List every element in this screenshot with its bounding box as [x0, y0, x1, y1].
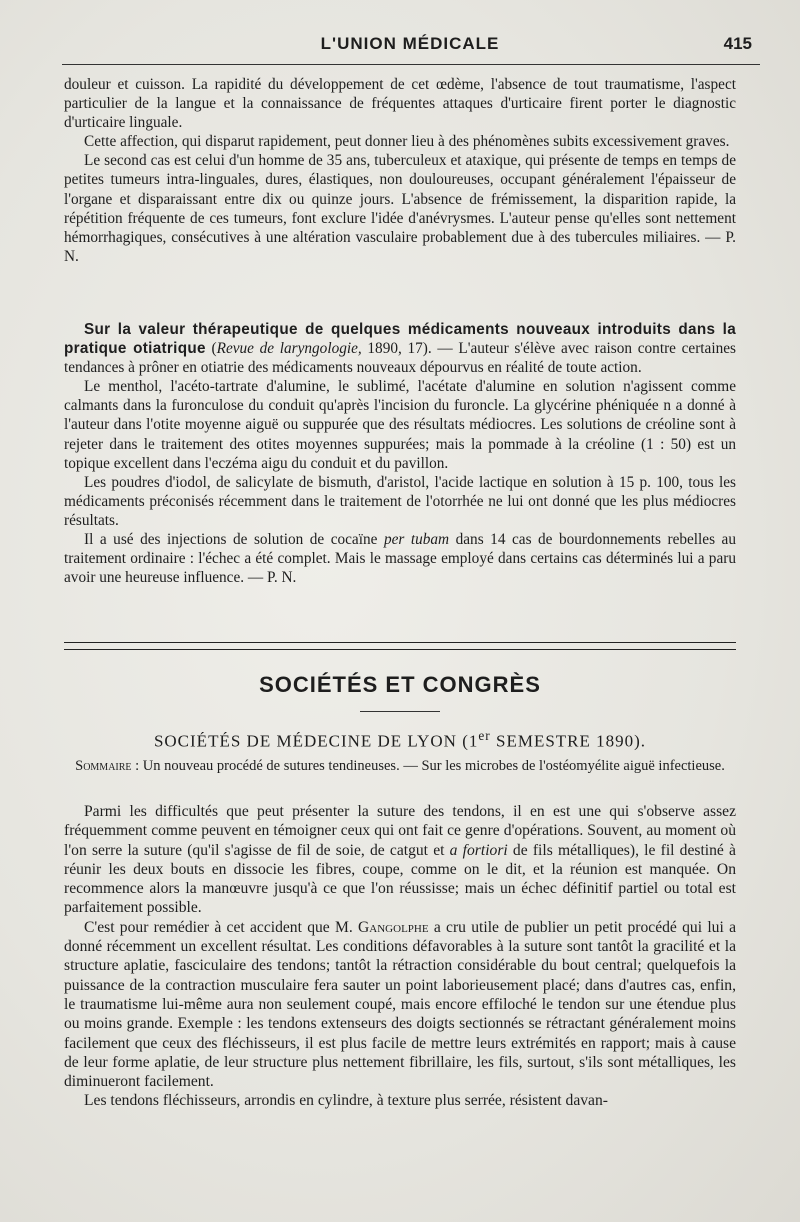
sommaire-label: Sommaire [75, 758, 132, 774]
italic-term: per tubam [383, 531, 450, 549]
text-run: C'est pour remédier à cet accident que M. [84, 918, 359, 936]
paragraph [64, 918, 736, 1092]
paragraph: douleur et cuisson. La rapidité du développement de cet œdème, l'absence de tout traumatisme, l'aspect particulier de la langue et la connaissance de fréquentes attaques d'urticaire firent porter le diagnostic d'urticaire linguale. [64, 76, 736, 132]
author-name: Gangolphe [358, 918, 429, 936]
superscript: er [478, 728, 491, 743]
paragraph [64, 802, 736, 918]
article-lead-paragraph: Sur la valeur thérapeutique de quelques médicaments nouveaux introduits dans la pratique otiatrique (Revue de laryngologie, 1890, 17). — L'auteur s'élève avec raison contre certaines tendances à prôner en otiatrie des médicaments nouveaux dépourvus en réalité de toute action. [64, 321, 736, 377]
article-urticaire [64, 75, 736, 266]
section-divider [64, 642, 736, 650]
paragraph [64, 530, 736, 587]
text-run: dans 14 cas de bourdonnements rebelles au traitement ordinaire : l'échec a été complet. Mais le massage employé dans certains cas déterminés lui a paru avoir une heureuse influence. — P. N. [64, 531, 736, 587]
text-run: a cru utile de publier un petit procédé qui lui a donné récemment un excellent résultat. Les conditions défavorables à la suture sont tantôt la gracilité et la structure aplatie, fasciculaire des tendons; tantôt la rétraction considérable du bout central; quelquefois la puissance de la contraction musculaire fera sauter un point laborieusement placé; dans d'autres cas, enfin, le traumatisme lui-même aura non seulement coupé, mais encore effiloché le tendon sur une étendue plus ou moins grande. Exemple : les tendons extenseurs des doigts sectionnés se rétractant généralement moins facilement que ceux des fléchisseurs, il est plus facile de mettre leurs extrémités en rapport; mais à cause de leur forme aplatie, de leur structure plus nettement fibrillaire, les fils, surtout, s'ils sont métalliques, les diminueront facilement. [64, 918, 736, 1091]
paragraph: Le menthol, l'acéto-tartrate d'alumine, le sublimé, l'acétate d'alumine en solution n'agissent comme calmants dans la furonculose du conduit qu'après l'incision du furoncle. La glycérine phéniquée n a donné à l'auteur dans l'otite moyenne aiguë ou suppurée que des résultats médiocres. Les solutions de créoline sont à rejeter dans le traitement des otites moyennes suppurées; mais la pommade à la créoline (1 : 50) est un topique excellent dans l'eczéma aigu du conduit et du pavillon. [64, 378, 736, 472]
article-lead-text: 1890, 17). — L'auteur s'élève avec raison contre certaines tendances à prôner en otiatrie des médicaments nouveaux dépourvus en réalité de toute action. [64, 340, 736, 377]
text-run: de fils métalliques), le fil destiné à réunir les deux bouts en dissocie les fibres, coupe, comme on le dit, et la réunion est manquée. On recommence alors la manœuvre jusqu'à ce que l'on réussisse; mais un échec définitif partiel ou total est parfaitement possible. [64, 841, 736, 917]
subsection-title-text: SOCIÉTÉS DE MÉDECINE DE LYON (1 [153, 731, 479, 751]
title-rule [360, 711, 440, 712]
page-header [60, 30, 760, 60]
paragraph: Le second cas est celui d'un homme de 35 ans, tuberculeux et ataxique, qui présente de temps en temps de petites tumeurs intra-linguales, dures, élastiques, non douloureuses, occupant généralement l'épaisseur de l'organe et disparaissant entre dix ou quinze jours. L'absence de frémissement, la disparition rapide, la répétition fréquente de ces tumeurs, font exclure l'idée d'anévrysmes. L'auteur pense qu'elles sont nettement hémorrhagiques, consécutives à une altération vasculaire probablement due à des tubercules miliaires. — P. N. [64, 152, 736, 265]
subsection-title [0, 728, 800, 751]
paragraph: Cette affection, qui disparut rapidement, peut donner lieu à des phénomènes subits excessivement graves. [84, 133, 730, 151]
article-sutures [64, 802, 736, 1111]
text-run: Il a usé des injections de solution de cocaïne [84, 531, 384, 549]
running-title: L'UNION MÉDICALE [320, 34, 500, 53]
paragraph: Les poudres d'iodol, de salicylate de bismuth, d'aristol, l'acide lactique en solution à 15 p. 100, tous les médicaments préconisés récemment dans le traitement de l'otorrhée ne lui ont donné que les plus médiocres résultats. [64, 473, 736, 529]
article-otiatrie [64, 320, 736, 587]
paragraph: Les tendons fléchisseurs, arrondis en cylindre, à texture plus serrée, résistent davan- [84, 1092, 608, 1110]
italic-term: a fortiori [449, 841, 508, 859]
sommaire [64, 757, 736, 775]
page-number: 415 [723, 34, 752, 53]
subsection-title-text: SEMESTRE 1890). [490, 731, 647, 751]
article-title: Sur la valeur thérapeutique de quelques médicaments nouveaux introduits dans la pratique otiatrique [64, 321, 736, 358]
header-rule [62, 64, 760, 65]
section-title: SOCIÉTÉS ET CONGRÈS [259, 672, 541, 697]
text-run: Parmi les difficultés que peut présenter la suture des tendons, il en est une qui s'observe assez fréquemment comme peuvent en témoigner ceux qui ont fait ce genre d'opérations. Souvent, au moment où l'on serre la suture (qu'il s'agisse de fil de soie, de catgut et [64, 803, 736, 859]
sommaire-text: : Un nouveau procédé de sutures tendineuses. — Sur les microbes de l'ostéomyélite aiguë infectieuse. [131, 758, 725, 774]
journal-source: Revue de laryngologie, [216, 340, 362, 358]
